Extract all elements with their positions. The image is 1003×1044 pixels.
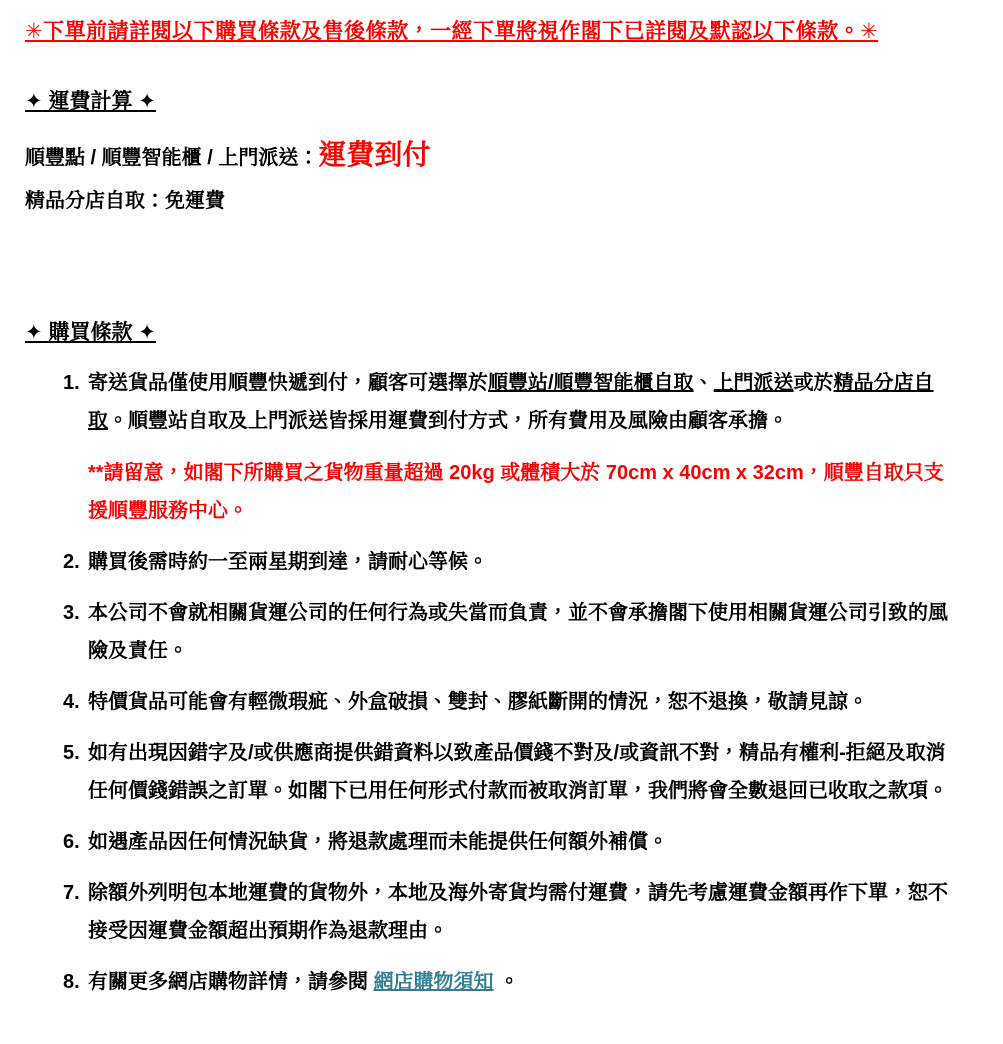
term-item <box>63 963 978 1001</box>
term-text <box>88 364 963 440</box>
term-text-segment: 如遇產品因任何情況缺貨，將退款處理而未能提供任何額外補償。 <box>88 831 668 853</box>
term-text-segment: 。順豐站自取及上門派送皆採用運費到付方式，所有費用及風險由顧客承擔。 <box>108 410 788 432</box>
term-number: 1. <box>63 372 80 394</box>
term-text <box>88 594 963 670</box>
sf-methods-label: 順豐點 / 順豐智能櫃 / 上門派送： <box>25 147 319 169</box>
term-text <box>88 543 488 581</box>
pre-order-notice: ✳下單前請詳閱以下購買條款及售後條款，一經下單將視作閣下已詳閱及默認以下條款。✳ <box>25 20 879 43</box>
term-text-segment: 如有出現因錯字及/或供應商提供錯資料以致產品價錢不對及/或資訊不對，精品有權利-拒絕及取消任何價錢錯誤之訂單。如閣下已用任何形式付款而被取消訂單，我們將會全數退回已收取之款項。 <box>88 742 948 802</box>
store-pickup-line: 精品分店自取：免運費 <box>25 190 225 212</box>
term-text-segment: 。 <box>493 971 520 993</box>
weight-limit-note: **請留意，如閣下所購買之貨物重量超過 20kg 或體積大於 70cm x 40cm x 32cm，順豐自取只支援順豐服務中心。 <box>88 462 944 522</box>
term-text <box>88 963 519 1001</box>
freight-collect-value: 運費到付 <box>318 139 431 170</box>
term-text <box>88 823 668 861</box>
term-item <box>63 734 978 810</box>
term-text-segment: 寄送貨品僅使用順豐快遞到付，顧客可選擇於 <box>88 372 488 394</box>
term-number: 5. <box>63 742 80 764</box>
terms-section-heading <box>25 320 156 346</box>
term-text <box>88 734 963 810</box>
term-item <box>63 543 978 581</box>
star-icon: ✦ <box>25 90 43 113</box>
term-text-segment: 購買後需時約一至兩星期到達，請耐心等候。 <box>88 551 488 573</box>
term-text-segment: 本公司不會就相關貨運公司的任何行為或失當而負責，並不會承擔閣下使用相關貨運公司引致的風險及責任。 <box>88 602 948 662</box>
term-item <box>63 823 978 861</box>
underlined-term-text: 上門派送 <box>713 372 794 394</box>
shipping-heading-label: 運費計算 <box>48 90 133 113</box>
term-item <box>63 874 978 950</box>
underlined-term-text: 精品分店自取 <box>88 372 934 432</box>
sf-shipping-line <box>25 137 978 176</box>
term-number: 3. <box>63 602 80 624</box>
term-number: 4. <box>63 691 80 713</box>
star-icon: ✦ <box>138 321 156 344</box>
term-text <box>88 874 963 950</box>
term-text <box>88 683 868 721</box>
term-text-segment: 或於 <box>793 372 834 394</box>
store-guide-link[interactable]: 網店購物須知 <box>373 971 494 993</box>
term-item <box>63 683 978 721</box>
term-text-segment: 除額外列明包本地運費的貨物外，本地及海外寄貨均需付運費，請先考慮運費金額再作下單，恕不接受因運費金額超出預期作為退款理由。 <box>88 882 948 942</box>
term-item <box>63 594 978 670</box>
star-icon: ✦ <box>138 90 156 113</box>
term-number: 2. <box>63 551 80 573</box>
term-item <box>63 364 978 530</box>
term-number: 6. <box>63 831 80 853</box>
shipping-section-heading <box>25 89 156 115</box>
term-number: 8. <box>63 971 80 993</box>
terms-heading-label: 購買條款 <box>48 321 133 344</box>
term-text-segment: 有關更多網店購物詳情，請參閱 <box>88 971 374 993</box>
term-number: 7. <box>63 882 80 904</box>
shipping-section <box>25 45 978 115</box>
terms-section <box>25 276 978 346</box>
term-text-segment: 、 <box>693 372 714 394</box>
underlined-term-text: 順豐站/順豐智能櫃自取 <box>488 372 694 394</box>
star-icon: ✦ <box>25 321 43 344</box>
terms-list <box>25 364 978 1001</box>
term-text-segment: 特價貨品可能會有輕微瑕疵、外盒破損、雙封、膠紙斷開的情況，恕不退換，敬請見諒。 <box>88 691 868 713</box>
